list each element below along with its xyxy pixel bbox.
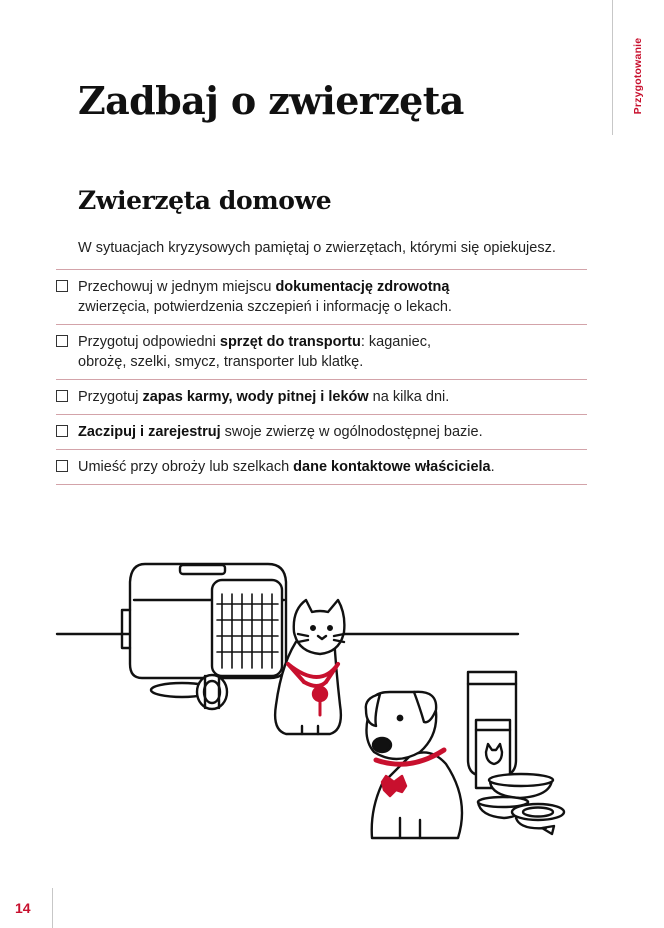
footer-divider [52,888,53,928]
checkbox[interactable] [56,390,68,402]
bold-text: sprzęt do transportu [219,334,361,350]
checklist-item-text: Przygotuj odpowiedni sprzęt do transportu: kaganiec, obrożę, szelki, smycz, transporter lub klatkę. [78,334,431,370]
sidebar-divider [612,0,613,135]
checklist-item-text: Zaczipuj i zarejestruj swoje zwierzę w ogólnodostępnej bazie. [78,424,483,440]
bold-text: dokumentację zdrowotną [275,279,450,295]
checklist-item [56,379,587,414]
checkbox[interactable] [56,335,68,347]
checkbox[interactable] [56,425,68,437]
checkbox[interactable] [56,280,68,292]
checklist-item [56,414,587,449]
checklist-item-text: Przechowuj w jednym miejscu dokumentację zdrowotną zwierzęcia, potwierdzenia szczepień i informację o lekach. [78,279,452,315]
checklist-item [56,324,587,379]
checklist-item [56,449,587,485]
leash-icon [512,804,564,834]
bold-text: Zaczipuj i zarejestruj [78,424,221,440]
pet-carrier-icon [122,564,286,678]
section-title: Zwierzęta domowe [78,186,332,215]
page-number: 14 [15,900,31,916]
muzzle-icon [151,675,227,709]
bold-text: zapas karmy, wody pitnej i leków [142,389,369,405]
dog-icon [366,692,462,838]
intro-text: W sytuacjach kryzysowych pamiętaj o zwierzętach, którymi się opiekujesz. [78,240,556,256]
pets-illustration [0,540,664,860]
checklist-item [56,269,587,324]
bold-text: dane kontaktowe właściciela [293,459,491,475]
checklist-item-text: Przygotuj zapas karmy, wody pitnej i leków na kilka dni. [78,389,450,405]
section-tab-label: Przygotowanie [632,37,644,115]
checkbox[interactable] [56,460,68,472]
checklist-item-text: Umieść przy obroży lub szelkach dane kontaktowe właściciela. [78,459,495,475]
page-title: Zadbaj o zwierzęta [78,78,464,123]
checklist [56,269,587,485]
